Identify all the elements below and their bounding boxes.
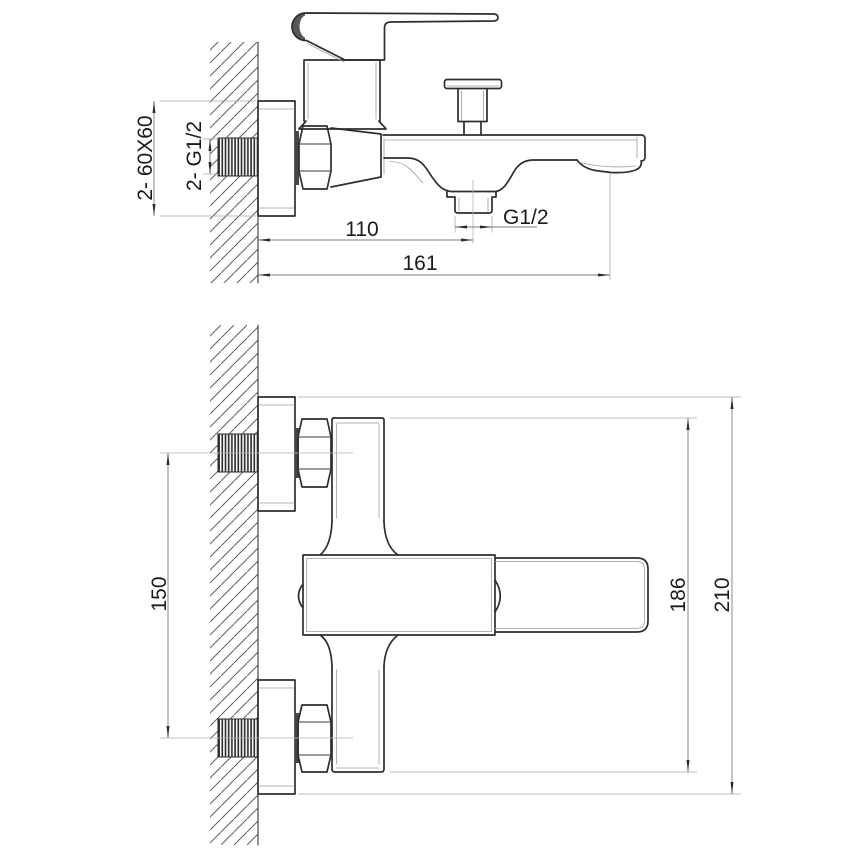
side-view — [134, 13, 645, 283]
escutcheon-side — [258, 101, 295, 216]
dim-label-body-depth: 186 — [667, 577, 690, 613]
dimensions-side — [134, 101, 610, 280]
mixer-body-plan-detail — [307, 559, 492, 632]
hex-nut-lower — [298, 705, 331, 772]
escutcheon-detail-side — [259, 109, 294, 208]
ext-lines-outlet — [455, 216, 492, 233]
eccentric-connector-side — [331, 128, 381, 187]
escutcheon-upper — [258, 397, 295, 511]
lever-handle-plan — [495, 558, 648, 632]
body-leg-lower-flare — [320, 635, 398, 666]
body-leg-lower-detail — [337, 670, 380, 768]
hex-nut-facets-side — [299, 144, 331, 171]
dim-label-overall-length: 161 — [402, 252, 438, 275]
cartridge-housing-detail — [308, 63, 376, 119]
mixer-body-plan — [303, 555, 495, 635]
lever-handle-side — [292, 13, 498, 60]
dim-label-wall-to-outlet: 110 — [345, 218, 379, 241]
shower-outlet-stub-detail — [459, 198, 488, 212]
dim-label-plate-size: 2- 60X60 — [134, 115, 157, 201]
wall-hatch-plan — [210, 325, 258, 845]
escutcheon-upper-detail — [259, 405, 294, 503]
diverter-knob-cap — [445, 80, 502, 89]
diverter-knob-stem — [458, 89, 487, 135]
dim-label-inlet-thread: 2- G1/2 — [183, 120, 206, 192]
dim-label-overall-depth: 210 — [711, 577, 734, 613]
lever-handle-plan-detail — [495, 562, 645, 629]
escutcheon-lower — [258, 680, 295, 794]
body-leg-upper-detail — [337, 423, 380, 518]
hex-nut-lower-facets — [298, 722, 331, 755]
dim-label-outlet-thread: G1/2 — [503, 206, 549, 229]
hex-nut-side — [299, 126, 331, 189]
aerator-detail — [580, 163, 636, 167]
spout-underside-detail — [390, 162, 423, 184]
wall-section-plan — [210, 325, 258, 845]
diverter-knob-stem-detail — [462, 91, 484, 120]
faucet-side — [218, 13, 645, 244]
faucet-plan — [218, 397, 648, 794]
handle-cap-highlight — [300, 15, 315, 38]
cartridge-housing — [304, 60, 380, 121]
body-leg-upper — [332, 418, 384, 522]
dim-label-inlet-spacing: 150 — [148, 576, 171, 612]
ext-lines-186 — [390, 418, 697, 772]
spout-underside — [384, 158, 577, 192]
inlet-thread-side — [218, 138, 258, 176]
body-leg-upper-flare — [320, 522, 398, 555]
spout-body-detail — [385, 137, 637, 158]
escutcheon-lower-detail — [259, 688, 294, 786]
cartridge-base — [299, 121, 386, 129]
shower-outlet-stub — [447, 192, 496, 213]
plan-view — [148, 325, 741, 845]
body-leg-lower — [332, 666, 384, 772]
spout-body — [383, 135, 645, 161]
